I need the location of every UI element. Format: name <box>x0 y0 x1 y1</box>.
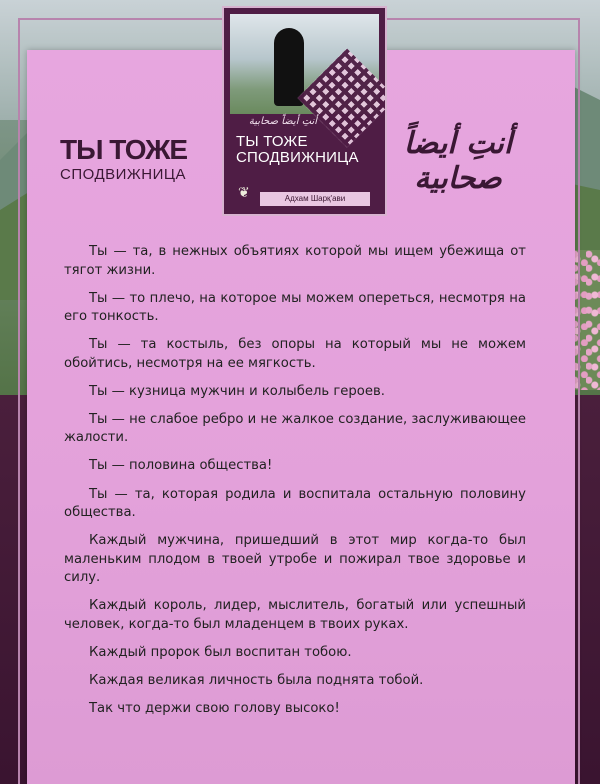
paragraph: Так что держи свою голову высоко! <box>89 701 340 717</box>
page-title: ТЫ ТОЖЕ <box>60 134 188 165</box>
paragraph: Ты — та, которая родила и воспитала остальную половину общества. <box>64 486 526 521</box>
book-author: Адхам Шарқ'ави <box>260 192 370 206</box>
body-text <box>64 243 526 728</box>
paragraph: Каждый мужчина, пришедший в этот мир когда-то был маленьким плодом в твоей утробе и пожирал твое здоровье и силу. <box>64 533 526 586</box>
book-title: ТЫ ТОЖЕ СПОДВИЖНИЦА <box>236 133 359 166</box>
paragraph: Каждый король, лидер, мыслитель, богатый или успешный человек, когда-то был младенцем в твоих руках. <box>64 598 526 632</box>
paragraph: Ты — половина общества! <box>89 458 273 474</box>
paragraph: Ты — та, в нежных объятиях которой мы ищем убежища от тягот жизни. <box>64 244 526 278</box>
paragraph: Ты — кузница мужчин и колыбель героев. <box>89 383 385 399</box>
paragraph: Ты — та костыль, без опоры на который мы не можем обойтись, несмотря на ее мягкость. <box>64 337 526 371</box>
paragraph: Каждый пророк был воспитан тобою. <box>89 644 352 660</box>
page-subtitle: СПОДВИЖНИЦА <box>60 166 186 183</box>
book-cover <box>222 6 387 216</box>
arabic-title: أنتِ أيضاً صحابية <box>403 126 513 196</box>
publisher-logo-icon: ❦ <box>238 184 250 200</box>
paragraph: Каждая великая личность была поднята тобой. <box>89 672 424 688</box>
paragraph: Ты — то плечо, на которое мы можем опереться, несмотря на его тонкость. <box>64 290 526 325</box>
book-arabic-title: أنتِ أيضاً صحابية <box>248 116 318 127</box>
paragraph: Ты — не слабое ребро и не жалкое создание, заслуживающее жалости. <box>64 411 526 446</box>
